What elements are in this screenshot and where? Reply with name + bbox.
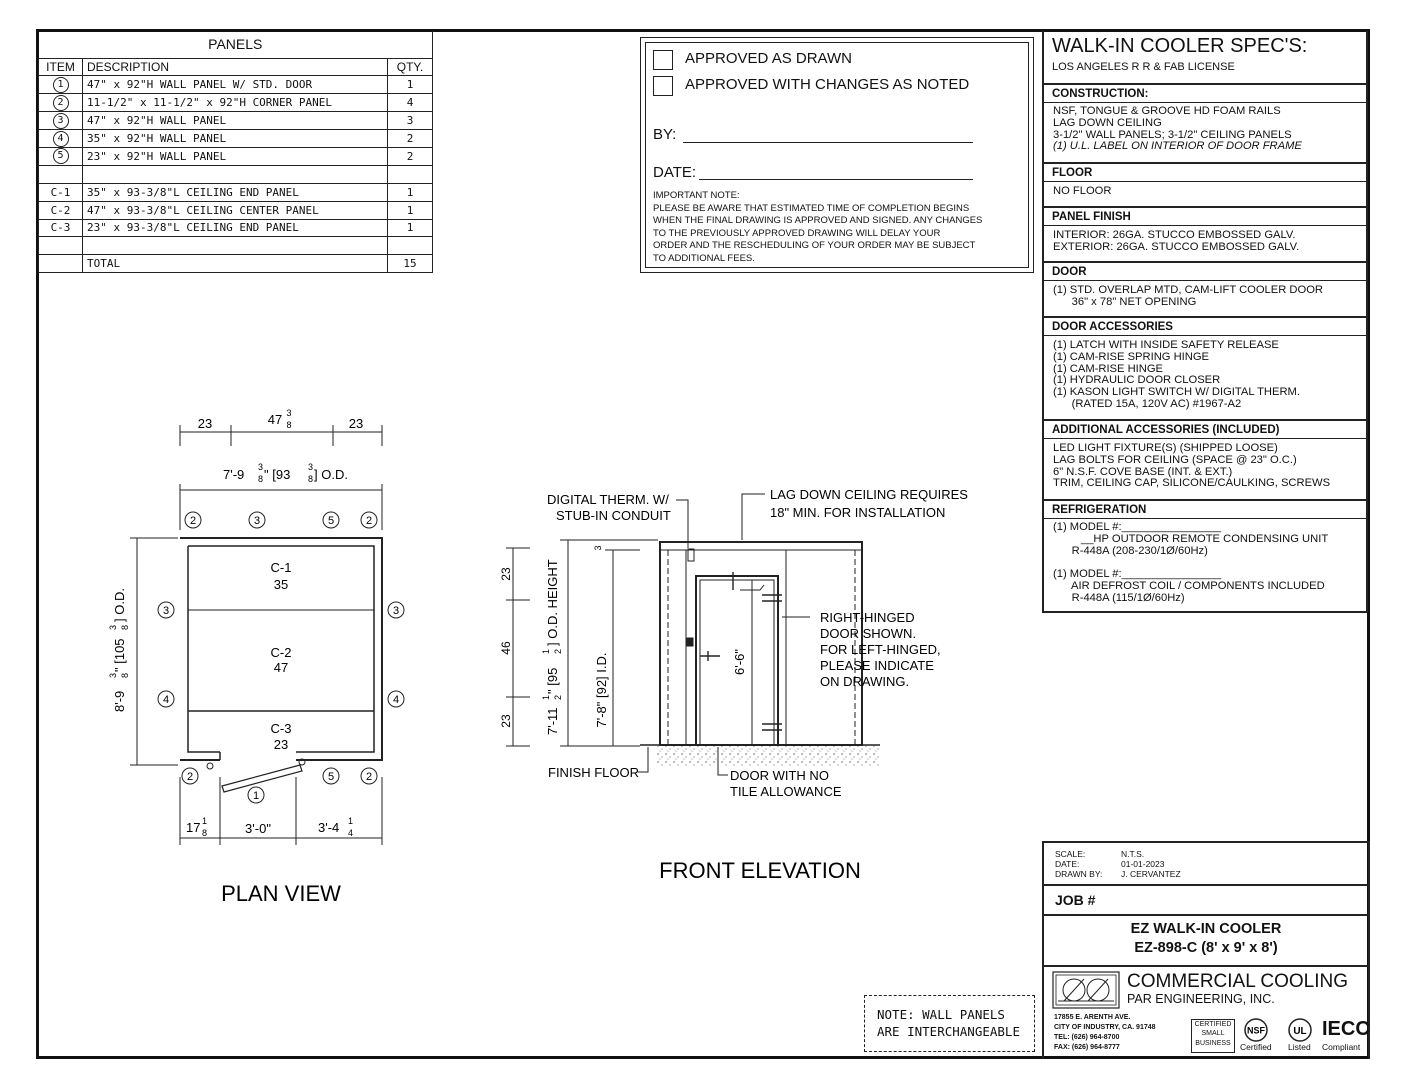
text-line: ORDER AND THE RESCHEDULING OF YOUR ORDER MAY BE SUBJECT	[653, 240, 976, 252]
date-label-tb: DATE:	[1055, 859, 1080, 869]
text-line: TRIM, CEILING CAP, SILICONE/CAULKING, SCREWS	[1053, 477, 1331, 490]
text-line: (1) CAM-RISE SPRING HINGE	[1053, 350, 1210, 363]
row-item: C-3	[39, 219, 83, 237]
front-elevation-labels	[499, 487, 968, 883]
panel-marker-top: 5	[327, 515, 335, 527]
dim-door-height: 6'-6"	[732, 649, 747, 675]
text-line: (1) STD. OVERLAP MTD, CAM-LIFT COOLER DOOR	[1053, 284, 1323, 296]
column-header-item: ITEM	[39, 58, 83, 76]
dim-overall-depth-bracket-frac-den: 8	[120, 624, 130, 630]
panel-marker-bottom: 1	[252, 790, 260, 802]
column-header-description: DESCRIPTION	[83, 58, 388, 76]
spec-title: WALK-IN COOLER SPEC'S:	[1052, 35, 1308, 57]
text-line: (1) U.L. LABEL ON INTERIOR OF DOOR FRAME	[1053, 140, 1302, 153]
panel-marker-top: 2	[365, 515, 373, 527]
dim-overall-width-frac-den: 8	[258, 474, 264, 484]
row-qty: 15	[388, 255, 433, 273]
dim-overall-width-bracket-frac-den: 8	[308, 474, 314, 484]
text-line: PLEASE BE AWARE THAT ESTIMATED TIME OF COMPLETION BEGINS	[653, 202, 970, 214]
ceiling-panel-label: C-2	[270, 645, 292, 660]
scale-label: SCALE:	[1055, 849, 1086, 859]
dim-bottom-left-frac-num: 1	[202, 816, 208, 826]
dim-overall-width: 7'-9	[223, 467, 245, 482]
dim-overall-depth-frac-num: 3	[108, 672, 118, 678]
hinge-note-line: FOR LEFT-HINGED,	[820, 642, 941, 657]
dim-top-middle-frac-den: 8	[286, 420, 292, 430]
dim-top-right: 23	[348, 416, 364, 431]
dim-bottom-left: 17	[186, 820, 201, 835]
dim-top-middle: 47	[267, 412, 283, 427]
iecc-caption: Compliant	[1322, 1042, 1361, 1052]
ceiling-panel-size: 35	[273, 577, 289, 592]
dim-od-height-tail-frac-num: 1	[541, 648, 551, 654]
approved-as-drawn-label: APPROVED AS DRAWN	[685, 50, 852, 67]
text-line: (1) KASON LIGHT SWITCH W/ DIGITAL THERM.	[1053, 386, 1300, 399]
dim-elev-middle: 46	[499, 641, 513, 655]
dim-overall-width-bracket-frac-num: 3	[308, 462, 314, 472]
nsf-text: NSF	[1247, 1025, 1265, 1036]
nsf-caption: Certified	[1240, 1042, 1272, 1052]
row-qty: 1	[388, 219, 433, 237]
row-description: 23" x 93-3/8"L CEILING END PANEL	[83, 219, 388, 237]
row-description: 47" x 93-3/8"L CEILING CENTER PANEL	[83, 201, 388, 219]
row-qty: 1	[388, 201, 433, 219]
job-number-label: JOB #	[1055, 892, 1096, 908]
dim-bottom-right: 3'-4	[318, 820, 340, 835]
row-item: C-1	[39, 183, 83, 201]
company-subtitle: PAR ENGINEERING, INC.	[1127, 992, 1275, 1006]
text-line: 6" N.S.F. COVE BASE (INT. & EXT.)	[1053, 465, 1233, 478]
additional-accessories-heading: ADDITIONAL ACCESSORIES (INCLUDED)	[1044, 419, 1366, 439]
approved-with-changes-label: APPROVED WITH CHANGES AS NOTED	[685, 76, 970, 93]
row-description: 47" x 92"H WALL PANEL	[83, 112, 388, 130]
dim-od-height-end: ] O.D. HEIGHT	[545, 559, 560, 646]
item-number-circle: 5	[53, 148, 69, 164]
row-description: 35" x 92"H WALL PANEL	[83, 130, 388, 148]
panel-marker-right: 3	[392, 605, 400, 617]
ul-caption: Listed	[1288, 1042, 1311, 1052]
text-line: LAG DOWN CEILING	[1053, 116, 1162, 129]
panel-marker-top: 3	[253, 515, 261, 527]
row-description: TOTAL	[83, 255, 388, 273]
text-line: R-448A (208-230/1Ø/60Hz)	[1053, 544, 1208, 557]
panel-marker-right: 4	[392, 694, 400, 706]
text-line: WHEN THE FINAL DRAWING IS APPROVED AND SIGNED. ANY CHANGES	[653, 215, 983, 227]
dim-od-height-tail-frac-den: 2	[553, 648, 563, 654]
date-label: DATE:	[653, 164, 697, 181]
panel-marker-bottom: 5	[327, 771, 335, 783]
text-line: IMPORTANT NOTE:	[653, 190, 740, 201]
dim-elev-bottom: 23	[499, 714, 513, 728]
door-heading: DOOR	[1044, 261, 1366, 281]
text-line: 17855 E. ARENTH AVE.	[1054, 1014, 1131, 1021]
text-line: INTERIOR: 26GA. STUCCO EMBOSSED GALV.	[1053, 229, 1296, 241]
ceiling-panel-label: C-1	[270, 560, 292, 575]
text-line: NSF, TONGUE & GROOVE HD FOAM RAILS	[1053, 105, 1281, 117]
panel-marker-bottom: 2	[186, 771, 194, 783]
item-number-circle: 4	[53, 131, 69, 147]
scale-value: N.T.S.	[1121, 849, 1145, 859]
text-line: SMALL	[1201, 1030, 1225, 1038]
text-line: (1) CAM-RISE HINGE	[1053, 362, 1164, 375]
dim-overall-width-frac-num: 3	[258, 462, 264, 472]
row-description: 47" x 92"H WALL PANEL W/ STD. DOOR	[83, 76, 388, 94]
dim-overall-width-end: ] O.D.	[314, 467, 348, 482]
text-line: FAX: (626) 964-8777	[1054, 1044, 1120, 1051]
ceiling-panel-label: C-3	[270, 721, 292, 736]
text-line: LED LIGHT FIXTURE(S) (SHIPPED LOOSE)	[1053, 442, 1278, 454]
dim-bottom-door: 3'-0"	[245, 821, 271, 836]
wall-note-line-1: NOTE: WALL PANELS	[877, 1007, 1005, 1022]
ul-text: UL	[1293, 1026, 1307, 1037]
lag-down-label-line-2: 18" MIN. FOR INSTALLATION	[770, 505, 946, 520]
dim-top-left: 23	[197, 416, 213, 431]
text-line: NO FLOOR	[1053, 185, 1112, 197]
thermometer-label-line-1: DIGITAL THERM. W/	[547, 492, 669, 507]
row-qty: 1	[388, 76, 433, 94]
text-line: (1) HYDRAULIC DOOR CLOSER	[1053, 374, 1221, 387]
panel-marker-top: 2	[189, 515, 197, 527]
dim-od-height-tail: " [95	[545, 667, 560, 694]
dim-overall-depth-bracket-frac-num: 3	[108, 624, 118, 630]
dim-bottom-left-frac-den: 8	[202, 828, 208, 838]
text-line: TO THE PREVIOUSLY APPROVED DRAWING WILL DELAY YOUR	[653, 227, 941, 239]
text-line: 3-1/2" WALL PANELS; 3-1/2" CEILING PANELS	[1053, 128, 1292, 141]
text-line: AIR DEFROST COIL / COMPONENTS INCLUDED	[1053, 579, 1325, 592]
item-number-circle: 2	[53, 95, 69, 111]
door-note-line-2: TILE ALLOWANCE	[730, 784, 842, 799]
dim-overall-depth-bracket: " [105	[112, 638, 127, 672]
plan-view-drawing	[130, 425, 382, 845]
dim-top-gap: 3	[593, 545, 603, 551]
column-header-qty: QTY.	[388, 58, 433, 76]
hinge-note-line: ON DRAWING.	[820, 674, 910, 689]
ceiling-panel-size: 47	[273, 660, 289, 675]
license-text: LOS ANGELES R R & FAB LICENSE	[1052, 61, 1235, 73]
text-line: (1) MODEL #:________________	[1053, 568, 1222, 581]
dim-overall-width-bracket: " [93	[264, 467, 291, 482]
row-description: 11-1/2" x 11-1/2" x 92"H CORNER PANEL	[83, 94, 388, 112]
panel-marker-bottom: 2	[365, 771, 373, 783]
hinge-note-line: DOOR SHOWN.	[820, 626, 917, 641]
text-line: BUSINESS	[1195, 1039, 1231, 1047]
dim-top-middle-frac-num: 3	[286, 408, 292, 418]
text-line: CITY OF INDUSTRY, CA. 91748	[1054, 1024, 1156, 1031]
dim-overall-depth: 8'-9	[112, 690, 127, 712]
row-qty: 3	[388, 112, 433, 130]
door-accessories-heading: DOOR ACCESSORIES	[1044, 316, 1366, 336]
row-qty: 4	[388, 94, 433, 112]
item-number-circle: 1	[53, 77, 69, 93]
dim-elev-top: 23	[499, 567, 513, 581]
date-value: 01-01-2023	[1121, 859, 1165, 869]
floor-heading: FLOOR	[1044, 162, 1366, 182]
panel-marker-left: 3	[162, 605, 170, 617]
dim-id-height: 7'-8" [92] I.D.	[594, 652, 609, 728]
row-description: 35" x 93-3/8"L CEILING END PANEL	[83, 183, 388, 201]
plan-view-labels	[108, 408, 404, 906]
hinge-note-line: PLEASE INDICATE	[820, 658, 934, 673]
text-line: (RATED 15A, 120V AC) #1967-A2	[1053, 397, 1242, 410]
text-line: (1) MODEL #:________________	[1053, 521, 1222, 533]
panel-marker-left: 4	[162, 694, 170, 706]
row-item: C-2	[39, 201, 83, 219]
wall-note-line-2: ARE INTERCHANGEABLE	[877, 1024, 1020, 1039]
row-qty: 2	[388, 130, 433, 148]
iecc-logo: IECC	[1322, 1018, 1370, 1040]
by-label: BY:	[653, 126, 677, 143]
dim-bottom-right-frac-num: 1	[348, 816, 354, 826]
text-line: TEL: (626) 964-8700	[1054, 1034, 1120, 1041]
front-elevation-title: FRONT ELEVATION	[659, 858, 861, 883]
lag-down-label-line-1: LAG DOWN CEILING REQUIRES	[770, 487, 968, 502]
text-line: R-448A (115/1Ø/60Hz)	[1053, 591, 1185, 604]
text-line: 36" x 78" NET OPENING	[1053, 295, 1197, 308]
row-description: 23" x 92"H WALL PANEL	[83, 147, 388, 165]
text-line: EXTERIOR: 26GA. STUCCO EMBOSSED GALV.	[1053, 240, 1300, 253]
panel-finish-heading: PANEL FINISH	[1044, 206, 1366, 226]
text-line: TO ADDITIONAL FEES.	[653, 252, 755, 264]
row-qty: 2	[388, 147, 433, 165]
construction-heading: CONSTRUCTION:	[1044, 83, 1366, 103]
text-line: __HP OUTDOOR REMOTE CONDENSING UNIT	[1053, 532, 1329, 545]
text-line: (1) LATCH WITH INSIDE SAFETY RELEASE	[1053, 339, 1279, 351]
thermometer-label-line-2: STUB-IN CONDUIT	[556, 508, 671, 523]
drawn-by-label: DRAWN BY:	[1055, 869, 1103, 879]
hinge-note-line: RIGHT-HINGED	[820, 610, 915, 625]
product-name: EZ WALK-IN COOLER	[1130, 921, 1282, 937]
row-qty: 1	[388, 183, 433, 201]
text-line: LAG BOLTS FOR CEILING (SPACE @ 23" O.C.)	[1053, 453, 1297, 466]
dim-od-height-frac-den: 2	[553, 694, 563, 700]
refrigeration-heading: REFRIGERATION	[1044, 499, 1366, 519]
text-line: CERTIFIED	[1194, 1021, 1232, 1028]
item-number-circle: 3	[53, 113, 69, 129]
drawn-by-value: J. CERVANTEZ	[1121, 869, 1181, 879]
ceiling-panel-size: 23	[273, 737, 289, 752]
dim-od-height: 7'-11	[545, 707, 560, 735]
dim-overall-depth-frac-den: 8	[120, 672, 130, 678]
door-note-line-1: DOOR WITH NO	[730, 768, 829, 783]
dim-overall-depth-end: ] O.D.	[112, 588, 127, 622]
finish-floor-label: FINISH FLOOR	[548, 765, 640, 780]
panels-table-title: PANELS	[39, 31, 433, 58]
plan-view-title: PLAN VIEW	[221, 881, 341, 906]
company-name: COMMERCIAL COOLING	[1127, 971, 1348, 992]
product-model: EZ-898-C (8' x 9' x 8')	[1134, 940, 1278, 956]
dim-bottom-right-frac-den: 4	[348, 828, 354, 838]
dim-od-height-frac-num: 1	[541, 694, 551, 700]
